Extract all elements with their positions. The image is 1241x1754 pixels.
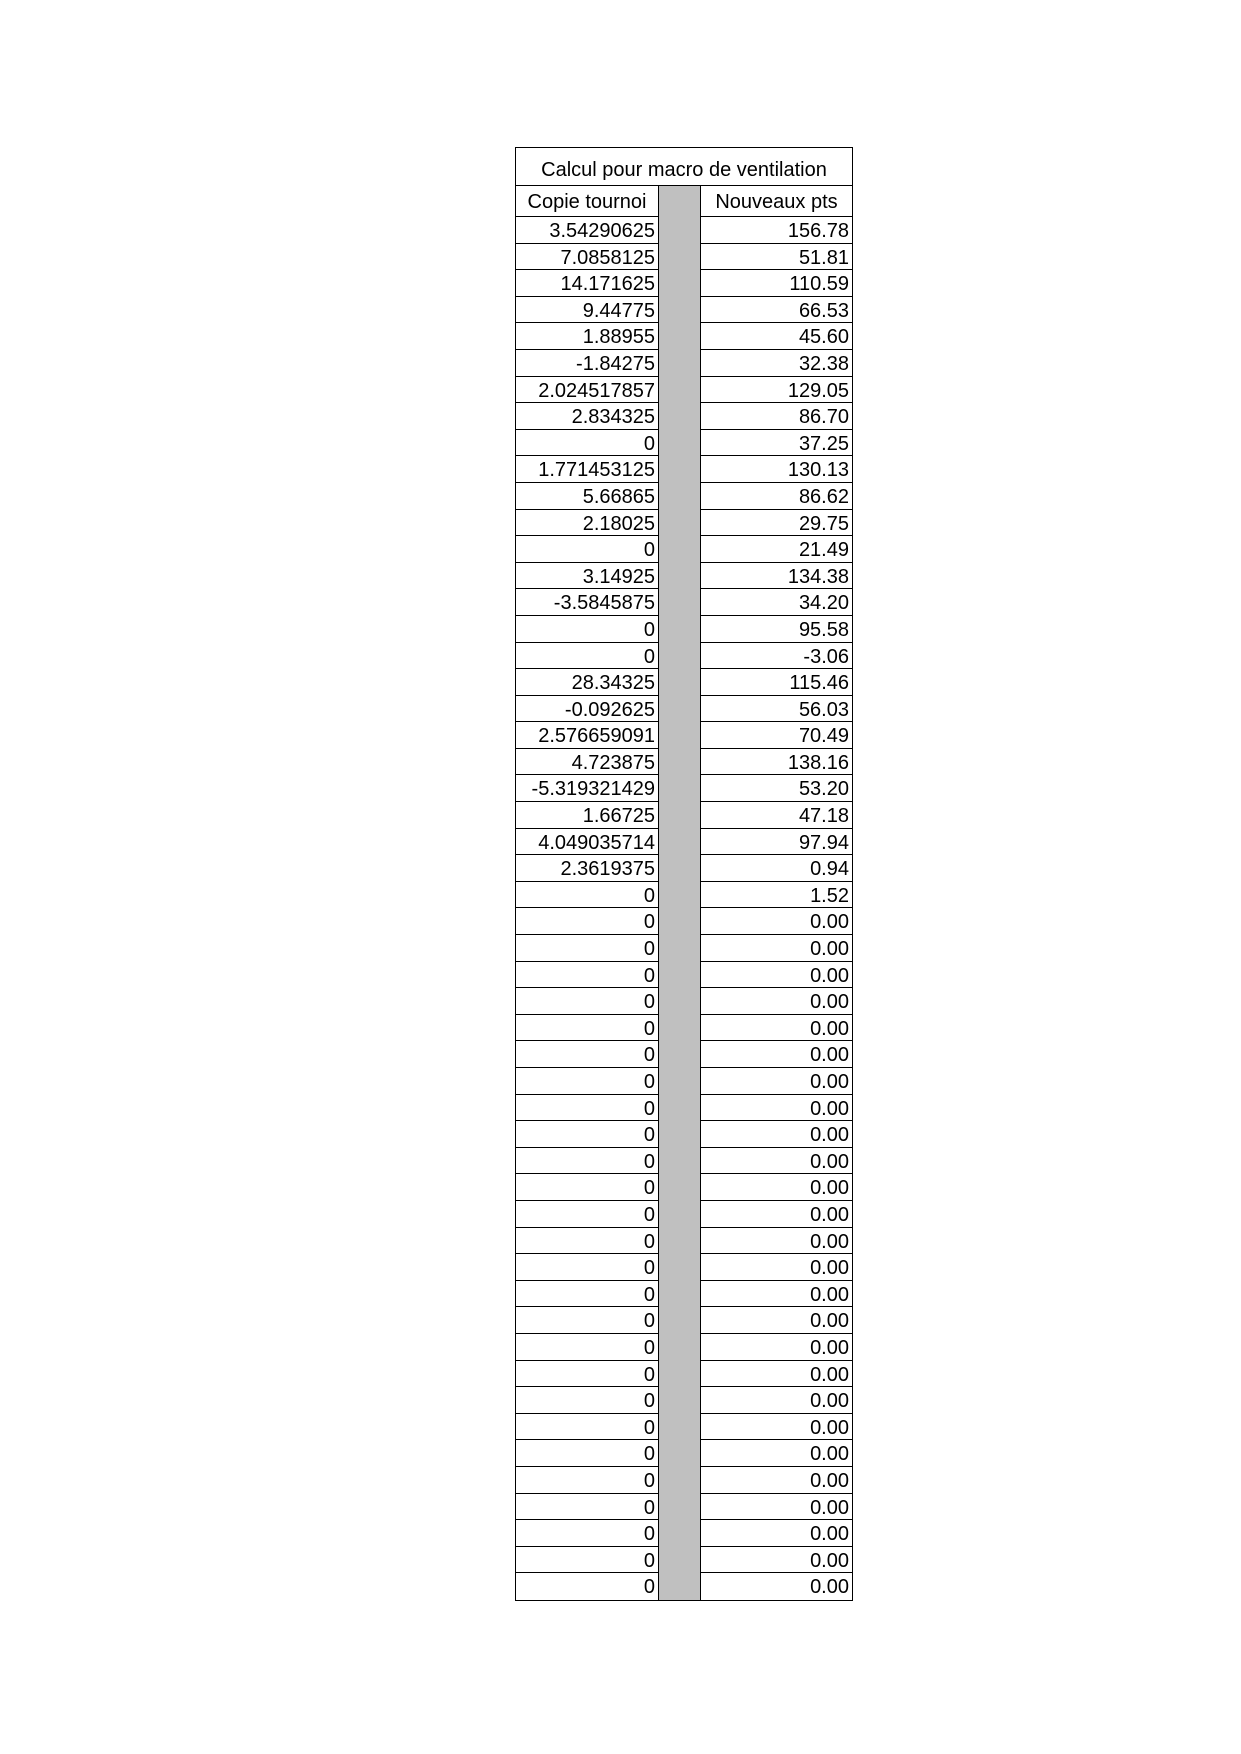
cell-nouveaux-pts: 37.25 <box>700 430 852 457</box>
cell-copie-tournoi: 0 <box>516 962 659 989</box>
spacer-cell <box>659 377 700 404</box>
spacer-cell <box>659 882 700 909</box>
cell-nouveaux-pts: 1.52 <box>700 882 852 909</box>
table-title: Calcul pour macro de ventilation <box>515 147 853 185</box>
cell-nouveaux-pts: 86.62 <box>700 483 852 510</box>
cell-copie-tournoi: 2.3619375 <box>516 855 659 882</box>
cell-nouveaux-pts: 134.38 <box>700 563 852 590</box>
spacer-cell <box>659 323 700 350</box>
cell-copie-tournoi: 3.54290625 <box>516 217 659 244</box>
cell-nouveaux-pts: 0.00 <box>700 1148 852 1175</box>
cell-copie-tournoi: 2.834325 <box>516 403 659 430</box>
cell-copie-tournoi: 0 <box>516 908 659 935</box>
spacer-cell <box>659 1015 700 1042</box>
cell-nouveaux-pts: 0.00 <box>700 935 852 962</box>
spacer-cell <box>659 563 700 590</box>
cell-nouveaux-pts: 34.20 <box>700 589 852 616</box>
spacer-cell <box>659 962 700 989</box>
cell-nouveaux-pts: 0.00 <box>700 1520 852 1547</box>
cell-nouveaux-pts: 0.00 <box>700 1467 852 1494</box>
cell-nouveaux-pts: 70.49 <box>700 722 852 749</box>
cell-copie-tournoi: 0 <box>516 1387 659 1414</box>
cell-copie-tournoi: 0 <box>516 643 659 670</box>
cell-nouveaux-pts: 66.53 <box>700 297 852 324</box>
spacer-cell <box>659 1547 700 1574</box>
cell-copie-tournoi: 0 <box>516 1121 659 1148</box>
cell-copie-tournoi: 0 <box>516 1414 659 1441</box>
cell-nouveaux-pts: 0.00 <box>700 1281 852 1308</box>
spacer-cell <box>659 1121 700 1148</box>
spacer-cell <box>659 1494 700 1521</box>
spacer-cell <box>659 802 700 829</box>
cell-nouveaux-pts: 29.75 <box>700 510 852 537</box>
cell-copie-tournoi: -3.5845875 <box>516 589 659 616</box>
spacer-cell <box>659 1414 700 1441</box>
cell-copie-tournoi: 0 <box>516 1307 659 1334</box>
cell-nouveaux-pts: 156.78 <box>700 217 852 244</box>
spacer-cell <box>659 1573 700 1600</box>
cell-copie-tournoi: 0 <box>516 536 659 563</box>
cell-nouveaux-pts: 0.00 <box>700 1440 852 1467</box>
cell-copie-tournoi: 0 <box>516 988 659 1015</box>
table-grid <box>515 185 853 1601</box>
spacer-cell <box>659 244 700 271</box>
cell-copie-tournoi: 0 <box>516 1068 659 1095</box>
cell-nouveaux-pts: 0.00 <box>700 962 852 989</box>
spacer-cell <box>659 403 700 430</box>
cell-copie-tournoi: 1.66725 <box>516 802 659 829</box>
cell-copie-tournoi: 0 <box>516 1361 659 1388</box>
spacer-cell <box>659 722 700 749</box>
cell-copie-tournoi: 4.049035714 <box>516 829 659 856</box>
cell-nouveaux-pts: 32.38 <box>700 350 852 377</box>
cell-copie-tournoi: 1.771453125 <box>516 456 659 483</box>
cell-nouveaux-pts: 51.81 <box>700 244 852 271</box>
spacer-cell <box>659 775 700 802</box>
cell-nouveaux-pts: 0.00 <box>700 1041 852 1068</box>
cell-copie-tournoi: 14.171625 <box>516 270 659 297</box>
cell-nouveaux-pts: 130.13 <box>700 456 852 483</box>
header-copie-tournoi: Copie tournoi <box>516 186 659 217</box>
spacer-cell <box>659 1228 700 1255</box>
cell-nouveaux-pts: 0.00 <box>700 1068 852 1095</box>
spacer-cell <box>659 1440 700 1467</box>
spacer-cell <box>659 270 700 297</box>
cell-nouveaux-pts: 0.00 <box>700 1414 852 1441</box>
cell-nouveaux-pts: 0.00 <box>700 1387 852 1414</box>
spacer-cell <box>659 1387 700 1414</box>
cell-copie-tournoi: 0 <box>516 1467 659 1494</box>
cell-copie-tournoi: 0 <box>516 1334 659 1361</box>
cell-copie-tournoi: 5.66865 <box>516 483 659 510</box>
cell-copie-tournoi: 0 <box>516 430 659 457</box>
spacer-cell <box>659 1467 700 1494</box>
cell-copie-tournoi: 9.44775 <box>516 297 659 324</box>
spacer-column <box>659 186 700 217</box>
cell-copie-tournoi: 1.88955 <box>516 323 659 350</box>
spacer-cell <box>659 483 700 510</box>
cell-copie-tournoi: 0 <box>516 1095 659 1122</box>
spacer-cell <box>659 829 700 856</box>
cell-copie-tournoi: 2.576659091 <box>516 722 659 749</box>
spacer-cell <box>659 536 700 563</box>
cell-copie-tournoi: 0 <box>516 1174 659 1201</box>
cell-nouveaux-pts: 95.58 <box>700 616 852 643</box>
cell-nouveaux-pts: 0.00 <box>700 908 852 935</box>
cell-copie-tournoi: 0 <box>516 882 659 909</box>
spacer-cell <box>659 1281 700 1308</box>
spacer-cell <box>659 1041 700 1068</box>
cell-nouveaux-pts: 0.94 <box>700 855 852 882</box>
spacer-cell <box>659 456 700 483</box>
cell-copie-tournoi: 7.0858125 <box>516 244 659 271</box>
cell-copie-tournoi: 0 <box>516 1015 659 1042</box>
spacer-cell <box>659 855 700 882</box>
cell-copie-tournoi: 0 <box>516 1041 659 1068</box>
cell-nouveaux-pts: 110.59 <box>700 270 852 297</box>
spacer-cell <box>659 297 700 324</box>
cell-nouveaux-pts: 0.00 <box>700 1201 852 1228</box>
cell-copie-tournoi: 0 <box>516 1281 659 1308</box>
cell-nouveaux-pts: 0.00 <box>700 1228 852 1255</box>
spacer-cell <box>659 589 700 616</box>
spacer-cell <box>659 350 700 377</box>
cell-copie-tournoi: -0.092625 <box>516 696 659 723</box>
cell-copie-tournoi: -5.319321429 <box>516 775 659 802</box>
cell-copie-tournoi: 0 <box>516 1547 659 1574</box>
cell-copie-tournoi: -1.84275 <box>516 350 659 377</box>
spacer-cell <box>659 217 700 244</box>
spacer-cell <box>659 616 700 643</box>
header-nouveaux-pts: Nouveaux pts <box>700 186 852 217</box>
spreadsheet-table <box>515 147 853 1601</box>
spacer-cell <box>659 1201 700 1228</box>
spacer-cell <box>659 669 700 696</box>
cell-nouveaux-pts: 45.60 <box>700 323 852 350</box>
cell-nouveaux-pts: 129.05 <box>700 377 852 404</box>
cell-copie-tournoi: 0 <box>516 1254 659 1281</box>
cell-nouveaux-pts: 0.00 <box>700 1547 852 1574</box>
spacer-cell <box>659 1148 700 1175</box>
cell-nouveaux-pts: 115.46 <box>700 669 852 696</box>
spacer-cell <box>659 643 700 670</box>
spacer-cell <box>659 1361 700 1388</box>
cell-nouveaux-pts: 53.20 <box>700 775 852 802</box>
spacer-cell <box>659 749 700 776</box>
cell-copie-tournoi: 0 <box>516 1228 659 1255</box>
spacer-cell <box>659 430 700 457</box>
cell-nouveaux-pts: 0.00 <box>700 1015 852 1042</box>
spacer-cell <box>659 935 700 962</box>
spacer-cell <box>659 1334 700 1361</box>
cell-copie-tournoi: 0 <box>516 1520 659 1547</box>
cell-nouveaux-pts: 0.00 <box>700 1095 852 1122</box>
spacer-cell <box>659 696 700 723</box>
cell-copie-tournoi: 0 <box>516 616 659 643</box>
cell-nouveaux-pts: 47.18 <box>700 802 852 829</box>
cell-nouveaux-pts: 0.00 <box>700 1361 852 1388</box>
spacer-cell <box>659 1068 700 1095</box>
spacer-cell <box>659 1254 700 1281</box>
cell-nouveaux-pts: -3.06 <box>700 643 852 670</box>
cell-copie-tournoi: 4.723875 <box>516 749 659 776</box>
cell-nouveaux-pts: 86.70 <box>700 403 852 430</box>
spacer-cell <box>659 1174 700 1201</box>
cell-nouveaux-pts: 0.00 <box>700 1307 852 1334</box>
spacer-cell <box>659 988 700 1015</box>
cell-copie-tournoi: 2.18025 <box>516 510 659 537</box>
spacer-cell <box>659 1095 700 1122</box>
cell-nouveaux-pts: 138.16 <box>700 749 852 776</box>
cell-copie-tournoi: 3.14925 <box>516 563 659 590</box>
cell-nouveaux-pts: 0.00 <box>700 1334 852 1361</box>
cell-copie-tournoi: 0 <box>516 1148 659 1175</box>
cell-copie-tournoi: 0 <box>516 1494 659 1521</box>
cell-nouveaux-pts: 0.00 <box>700 1121 852 1148</box>
cell-nouveaux-pts: 0.00 <box>700 988 852 1015</box>
cell-nouveaux-pts: 0.00 <box>700 1174 852 1201</box>
cell-nouveaux-pts: 0.00 <box>700 1494 852 1521</box>
spacer-cell <box>659 908 700 935</box>
spacer-cell <box>659 1307 700 1334</box>
cell-nouveaux-pts: 0.00 <box>700 1254 852 1281</box>
cell-copie-tournoi: 2.024517857 <box>516 377 659 404</box>
cell-copie-tournoi: 28.34325 <box>516 669 659 696</box>
cell-nouveaux-pts: 97.94 <box>700 829 852 856</box>
cell-copie-tournoi: 0 <box>516 935 659 962</box>
cell-copie-tournoi: 0 <box>516 1201 659 1228</box>
cell-nouveaux-pts: 56.03 <box>700 696 852 723</box>
cell-nouveaux-pts: 0.00 <box>700 1573 852 1600</box>
spacer-cell <box>659 1520 700 1547</box>
cell-copie-tournoi: 0 <box>516 1573 659 1600</box>
cell-copie-tournoi: 0 <box>516 1440 659 1467</box>
cell-nouveaux-pts: 21.49 <box>700 536 852 563</box>
spacer-cell <box>659 510 700 537</box>
